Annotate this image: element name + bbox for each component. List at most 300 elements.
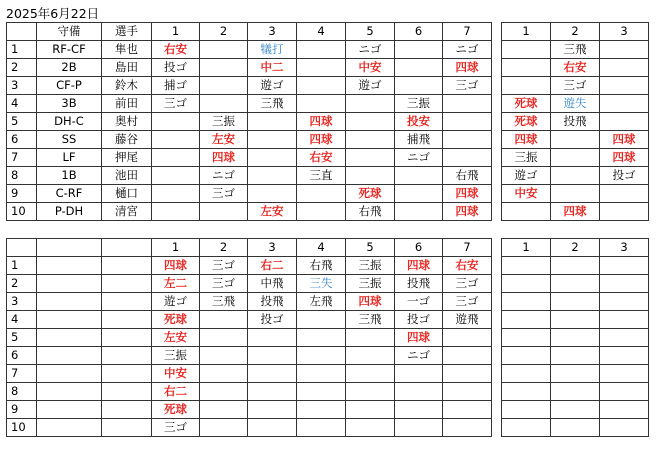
at-bat-result bbox=[443, 347, 492, 365]
table-row bbox=[7, 149, 492, 167]
at-bat-result: 左安 bbox=[200, 131, 248, 149]
player-position bbox=[37, 401, 102, 419]
table-row bbox=[502, 419, 649, 437]
table-row bbox=[7, 59, 492, 77]
batting-order: 9 bbox=[7, 185, 37, 203]
header-inning: 1 bbox=[152, 239, 200, 257]
player-name: 鈴木 bbox=[102, 77, 152, 95]
at-bat-result: 四球 bbox=[502, 131, 551, 149]
at-bat-result bbox=[200, 347, 248, 365]
at-bat-result: ニゴ bbox=[443, 41, 492, 59]
at-bat-result bbox=[200, 95, 248, 113]
player-name bbox=[102, 329, 152, 347]
at-bat-result bbox=[152, 131, 200, 149]
header-row bbox=[7, 23, 492, 41]
player-position: RF-CF bbox=[37, 41, 102, 59]
header-inning: 7 bbox=[443, 23, 492, 41]
at-bat-result bbox=[200, 203, 248, 221]
at-bat-result bbox=[502, 347, 551, 365]
at-bat-result: ニゴ bbox=[395, 149, 443, 167]
at-bat-result: 三振 bbox=[152, 347, 200, 365]
table-row bbox=[502, 275, 649, 293]
at-bat-result bbox=[502, 365, 551, 383]
table-row bbox=[502, 293, 649, 311]
at-bat-result bbox=[346, 383, 395, 401]
table-row bbox=[502, 365, 649, 383]
at-bat-result bbox=[443, 131, 492, 149]
header-extra-inning: 3 bbox=[600, 239, 649, 257]
table-row bbox=[7, 347, 492, 365]
at-bat-result: 死球 bbox=[502, 113, 551, 131]
table-row bbox=[7, 401, 492, 419]
at-bat-result: 右安 bbox=[152, 41, 200, 59]
at-bat-result: 三飛 bbox=[551, 41, 600, 59]
at-bat-result bbox=[395, 203, 443, 221]
at-bat-result: 投ゴ bbox=[600, 167, 649, 185]
at-bat-result bbox=[346, 113, 395, 131]
at-bat-result bbox=[395, 365, 443, 383]
at-bat-result bbox=[152, 149, 200, 167]
at-bat-result bbox=[152, 203, 200, 221]
table-row bbox=[7, 167, 492, 185]
player-name: 前田 bbox=[102, 95, 152, 113]
at-bat-result bbox=[502, 419, 551, 437]
player-name bbox=[102, 401, 152, 419]
at-bat-result bbox=[297, 329, 346, 347]
at-bat-result bbox=[551, 275, 600, 293]
at-bat-result bbox=[297, 347, 346, 365]
table-row bbox=[502, 113, 649, 131]
header-extra-inning: 3 bbox=[600, 23, 649, 41]
at-bat-result bbox=[346, 401, 395, 419]
at-bat-result bbox=[200, 365, 248, 383]
header-player: 選手 bbox=[102, 23, 152, 41]
at-bat-result: 左安 bbox=[152, 329, 200, 347]
at-bat-result: 三振 bbox=[502, 149, 551, 167]
at-bat-result: 投安 bbox=[395, 113, 443, 131]
table-row bbox=[502, 59, 649, 77]
table-row bbox=[7, 95, 492, 113]
player-position bbox=[37, 311, 102, 329]
header-extra-inning: 2 bbox=[551, 239, 600, 257]
at-bat-result bbox=[200, 419, 248, 437]
at-bat-result: 遊飛 bbox=[443, 311, 492, 329]
header-inning: 5 bbox=[346, 23, 395, 41]
table-row bbox=[7, 131, 492, 149]
at-bat-result: 死球 bbox=[346, 185, 395, 203]
at-bat-result bbox=[600, 365, 649, 383]
at-bat-result bbox=[152, 167, 200, 185]
at-bat-result bbox=[551, 419, 600, 437]
at-bat-result: 死球 bbox=[152, 401, 200, 419]
player-position: C-RF bbox=[37, 185, 102, 203]
batting-order: 7 bbox=[7, 149, 37, 167]
batting-order: 4 bbox=[7, 95, 37, 113]
at-bat-result bbox=[200, 329, 248, 347]
at-bat-result bbox=[502, 275, 551, 293]
at-bat-result: 右安 bbox=[297, 149, 346, 167]
player-name: 隼也 bbox=[102, 41, 152, 59]
table-row bbox=[7, 203, 492, 221]
header-row bbox=[7, 239, 492, 257]
at-bat-result: 三ゴ bbox=[200, 257, 248, 275]
header-inning: 4 bbox=[297, 23, 346, 41]
header-blank bbox=[37, 239, 102, 257]
at-bat-result: 捕飛 bbox=[395, 131, 443, 149]
at-bat-result: 投飛 bbox=[248, 293, 297, 311]
at-bat-result bbox=[395, 41, 443, 59]
header-extra-inning: 1 bbox=[502, 239, 551, 257]
at-bat-result bbox=[152, 185, 200, 203]
player-name bbox=[102, 257, 152, 275]
at-bat-result: 三振 bbox=[200, 113, 248, 131]
at-bat-result bbox=[551, 401, 600, 419]
at-bat-result: 三ゴ bbox=[443, 77, 492, 95]
at-bat-result bbox=[248, 329, 297, 347]
at-bat-result bbox=[248, 167, 297, 185]
at-bat-result bbox=[600, 95, 649, 113]
table-row bbox=[502, 149, 649, 167]
at-bat-result bbox=[600, 41, 649, 59]
table-row bbox=[7, 365, 492, 383]
at-bat-result bbox=[248, 149, 297, 167]
player-name: 奥村 bbox=[102, 113, 152, 131]
at-bat-result bbox=[200, 383, 248, 401]
batting-order: 6 bbox=[7, 131, 37, 149]
player-position: DH-C bbox=[37, 113, 102, 131]
at-bat-result bbox=[502, 77, 551, 95]
at-bat-result bbox=[502, 59, 551, 77]
header-inning: 6 bbox=[395, 23, 443, 41]
batting-order: 10 bbox=[7, 419, 37, 437]
at-bat-result bbox=[248, 113, 297, 131]
at-bat-result: 四球 bbox=[600, 131, 649, 149]
at-bat-result: 三ゴ bbox=[200, 275, 248, 293]
at-bat-result bbox=[248, 185, 297, 203]
player-position: 3B bbox=[37, 95, 102, 113]
at-bat-result bbox=[346, 419, 395, 437]
at-bat-result bbox=[297, 203, 346, 221]
at-bat-result bbox=[600, 383, 649, 401]
at-bat-result: 死球 bbox=[502, 95, 551, 113]
player-name bbox=[102, 311, 152, 329]
player-position bbox=[37, 365, 102, 383]
batting-order: 4 bbox=[7, 311, 37, 329]
player-position bbox=[37, 419, 102, 437]
player-name bbox=[102, 293, 152, 311]
at-bat-result: 三飛 bbox=[346, 311, 395, 329]
at-bat-result bbox=[551, 167, 600, 185]
at-bat-result: 三ゴ bbox=[152, 419, 200, 437]
table-row bbox=[502, 77, 649, 95]
at-bat-result: 三直 bbox=[297, 167, 346, 185]
player-name: 池田 bbox=[102, 167, 152, 185]
at-bat-result: 捕ゴ bbox=[152, 77, 200, 95]
table-row bbox=[7, 77, 492, 95]
player-position: 1B bbox=[37, 167, 102, 185]
header-blank bbox=[7, 239, 37, 257]
header-inning: 5 bbox=[346, 239, 395, 257]
header-row bbox=[502, 239, 649, 257]
at-bat-result: 四球 bbox=[395, 257, 443, 275]
at-bat-result bbox=[443, 419, 492, 437]
at-bat-result: 四球 bbox=[551, 203, 600, 221]
at-bat-result: 遊失 bbox=[551, 95, 600, 113]
header-extra-inning: 2 bbox=[551, 23, 600, 41]
table-row bbox=[7, 419, 492, 437]
at-bat-result bbox=[297, 77, 346, 95]
at-bat-result bbox=[152, 113, 200, 131]
at-bat-result: ニゴ bbox=[346, 41, 395, 59]
player-name: 押尾 bbox=[102, 149, 152, 167]
at-bat-result bbox=[551, 131, 600, 149]
at-bat-result: ニゴ bbox=[200, 167, 248, 185]
at-bat-result bbox=[600, 257, 649, 275]
at-bat-result bbox=[551, 347, 600, 365]
game1-extra-innings-table bbox=[501, 22, 649, 221]
at-bat-result: 左二 bbox=[152, 275, 200, 293]
at-bat-result bbox=[443, 95, 492, 113]
player-name bbox=[102, 419, 152, 437]
batting-order: 6 bbox=[7, 347, 37, 365]
at-bat-result: 遊ゴ bbox=[502, 167, 551, 185]
game2-extra-innings-table bbox=[501, 238, 649, 437]
at-bat-result bbox=[502, 293, 551, 311]
at-bat-result bbox=[502, 257, 551, 275]
header-inning: 2 bbox=[200, 23, 248, 41]
at-bat-result: 右飛 bbox=[346, 203, 395, 221]
table-row bbox=[502, 401, 649, 419]
at-bat-result bbox=[502, 41, 551, 59]
at-bat-result bbox=[346, 329, 395, 347]
header-inning: 6 bbox=[395, 239, 443, 257]
at-bat-result bbox=[346, 365, 395, 383]
player-name: 藤谷 bbox=[102, 131, 152, 149]
at-bat-result: 三飛 bbox=[200, 293, 248, 311]
batting-order: 5 bbox=[7, 113, 37, 131]
at-bat-result bbox=[297, 383, 346, 401]
at-bat-result bbox=[346, 149, 395, 167]
at-bat-result bbox=[297, 365, 346, 383]
at-bat-result bbox=[297, 419, 346, 437]
header-inning: 3 bbox=[248, 23, 297, 41]
at-bat-result: 三ゴ bbox=[152, 95, 200, 113]
player-position bbox=[37, 347, 102, 365]
at-bat-result: 三ゴ bbox=[443, 293, 492, 311]
at-bat-result bbox=[502, 383, 551, 401]
at-bat-result: 三振 bbox=[395, 95, 443, 113]
at-bat-result: 右安 bbox=[443, 257, 492, 275]
at-bat-result bbox=[443, 113, 492, 131]
header-inning: 3 bbox=[248, 239, 297, 257]
at-bat-result: 投ゴ bbox=[152, 59, 200, 77]
table-row bbox=[502, 311, 649, 329]
at-bat-result bbox=[600, 203, 649, 221]
table-row bbox=[7, 383, 492, 401]
at-bat-result bbox=[600, 293, 649, 311]
at-bat-result bbox=[248, 347, 297, 365]
at-bat-result bbox=[297, 41, 346, 59]
at-bat-result: 三ゴ bbox=[551, 77, 600, 95]
at-bat-result: 右安 bbox=[551, 59, 600, 77]
at-bat-result bbox=[600, 347, 649, 365]
at-bat-result bbox=[346, 131, 395, 149]
player-name bbox=[102, 275, 152, 293]
at-bat-result bbox=[502, 311, 551, 329]
table-row bbox=[502, 329, 649, 347]
at-bat-result bbox=[600, 59, 649, 77]
table-row bbox=[502, 383, 649, 401]
at-bat-result bbox=[443, 149, 492, 167]
table-row bbox=[7, 41, 492, 59]
header-extra-inning: 1 bbox=[502, 23, 551, 41]
at-bat-result bbox=[200, 401, 248, 419]
player-position bbox=[37, 257, 102, 275]
at-bat-result bbox=[600, 419, 649, 437]
table-row bbox=[502, 95, 649, 113]
header-position: 守備 bbox=[37, 23, 102, 41]
table-row bbox=[502, 347, 649, 365]
at-bat-result bbox=[600, 329, 649, 347]
at-bat-result bbox=[443, 329, 492, 347]
player-name bbox=[102, 347, 152, 365]
batting-order: 2 bbox=[7, 59, 37, 77]
at-bat-result bbox=[443, 365, 492, 383]
table-row bbox=[7, 113, 492, 131]
batting-order: 3 bbox=[7, 293, 37, 311]
at-bat-result bbox=[248, 131, 297, 149]
at-bat-result bbox=[395, 59, 443, 77]
player-position: LF bbox=[37, 149, 102, 167]
at-bat-result: 右二 bbox=[248, 257, 297, 275]
at-bat-result bbox=[600, 185, 649, 203]
at-bat-result bbox=[551, 149, 600, 167]
at-bat-result bbox=[200, 311, 248, 329]
player-name bbox=[102, 365, 152, 383]
at-bat-result bbox=[600, 275, 649, 293]
header-blank bbox=[7, 23, 37, 41]
at-bat-result bbox=[395, 185, 443, 203]
at-bat-result: 投飛 bbox=[551, 113, 600, 131]
batting-order: 5 bbox=[7, 329, 37, 347]
at-bat-result bbox=[297, 59, 346, 77]
batting-order: 10 bbox=[7, 203, 37, 221]
at-bat-result bbox=[248, 383, 297, 401]
at-bat-result: 四球 bbox=[297, 131, 346, 149]
header-blank bbox=[102, 239, 152, 257]
at-bat-result bbox=[200, 41, 248, 59]
at-bat-result: 遊ゴ bbox=[248, 77, 297, 95]
batting-order: 3 bbox=[7, 77, 37, 95]
at-bat-result: 三失 bbox=[297, 275, 346, 293]
at-bat-result bbox=[600, 311, 649, 329]
table-row bbox=[502, 185, 649, 203]
table-row bbox=[502, 257, 649, 275]
header-inning: 7 bbox=[443, 239, 492, 257]
at-bat-result: 中二 bbox=[248, 59, 297, 77]
at-bat-result: 四球 bbox=[346, 293, 395, 311]
at-bat-result: 右飛 bbox=[443, 167, 492, 185]
at-bat-result bbox=[395, 419, 443, 437]
player-position: P-DH bbox=[37, 203, 102, 221]
table-row bbox=[7, 293, 492, 311]
at-bat-result: 四球 bbox=[600, 149, 649, 167]
at-bat-result: 遊ゴ bbox=[346, 77, 395, 95]
at-bat-result bbox=[551, 185, 600, 203]
at-bat-result bbox=[600, 401, 649, 419]
at-bat-result: 中安 bbox=[346, 59, 395, 77]
at-bat-result: 中安 bbox=[502, 185, 551, 203]
at-bat-result: 投飛 bbox=[395, 275, 443, 293]
game2-batting-table bbox=[6, 238, 492, 437]
table-row bbox=[7, 257, 492, 275]
header-inning: 4 bbox=[297, 239, 346, 257]
at-bat-result bbox=[346, 347, 395, 365]
at-bat-result bbox=[551, 365, 600, 383]
at-bat-result: 三振 bbox=[346, 257, 395, 275]
at-bat-result: 左安 bbox=[248, 203, 297, 221]
at-bat-result bbox=[297, 311, 346, 329]
at-bat-result bbox=[297, 95, 346, 113]
header-inning: 2 bbox=[200, 239, 248, 257]
at-bat-result bbox=[346, 167, 395, 185]
at-bat-result: 三ゴ bbox=[200, 185, 248, 203]
at-bat-result: 四球 bbox=[395, 329, 443, 347]
at-bat-result: 死球 bbox=[152, 311, 200, 329]
player-position bbox=[37, 383, 102, 401]
header-inning: 1 bbox=[152, 23, 200, 41]
header-row bbox=[502, 23, 649, 41]
at-bat-result bbox=[395, 383, 443, 401]
at-bat-result bbox=[395, 167, 443, 185]
at-bat-result bbox=[502, 401, 551, 419]
at-bat-result bbox=[297, 401, 346, 419]
at-bat-result: 右飛 bbox=[297, 257, 346, 275]
at-bat-result bbox=[502, 329, 551, 347]
at-bat-result: 投ゴ bbox=[248, 311, 297, 329]
batting-order: 1 bbox=[7, 257, 37, 275]
at-bat-result bbox=[551, 329, 600, 347]
player-position bbox=[37, 329, 102, 347]
player-position: CF-P bbox=[37, 77, 102, 95]
at-bat-result: 四球 bbox=[297, 113, 346, 131]
batting-order: 8 bbox=[7, 383, 37, 401]
batting-order: 7 bbox=[7, 365, 37, 383]
table-row bbox=[7, 185, 492, 203]
player-position: 2B bbox=[37, 59, 102, 77]
player-name: 樋口 bbox=[102, 185, 152, 203]
at-bat-result bbox=[200, 77, 248, 95]
at-bat-result: 左飛 bbox=[297, 293, 346, 311]
table-row bbox=[7, 311, 492, 329]
table-row bbox=[502, 167, 649, 185]
at-bat-result: 一ゴ bbox=[395, 293, 443, 311]
at-bat-result bbox=[395, 401, 443, 419]
at-bat-result: 三振 bbox=[346, 275, 395, 293]
at-bat-result bbox=[600, 77, 649, 95]
at-bat-result: 四球 bbox=[443, 185, 492, 203]
player-position: SS bbox=[37, 131, 102, 149]
at-bat-result bbox=[551, 257, 600, 275]
at-bat-result: ニゴ bbox=[395, 347, 443, 365]
table-row bbox=[7, 275, 492, 293]
batting-order: 8 bbox=[7, 167, 37, 185]
at-bat-result: 中飛 bbox=[248, 275, 297, 293]
at-bat-result: 四球 bbox=[443, 59, 492, 77]
table-row bbox=[502, 41, 649, 59]
at-bat-result: 右二 bbox=[152, 383, 200, 401]
at-bat-result bbox=[551, 383, 600, 401]
